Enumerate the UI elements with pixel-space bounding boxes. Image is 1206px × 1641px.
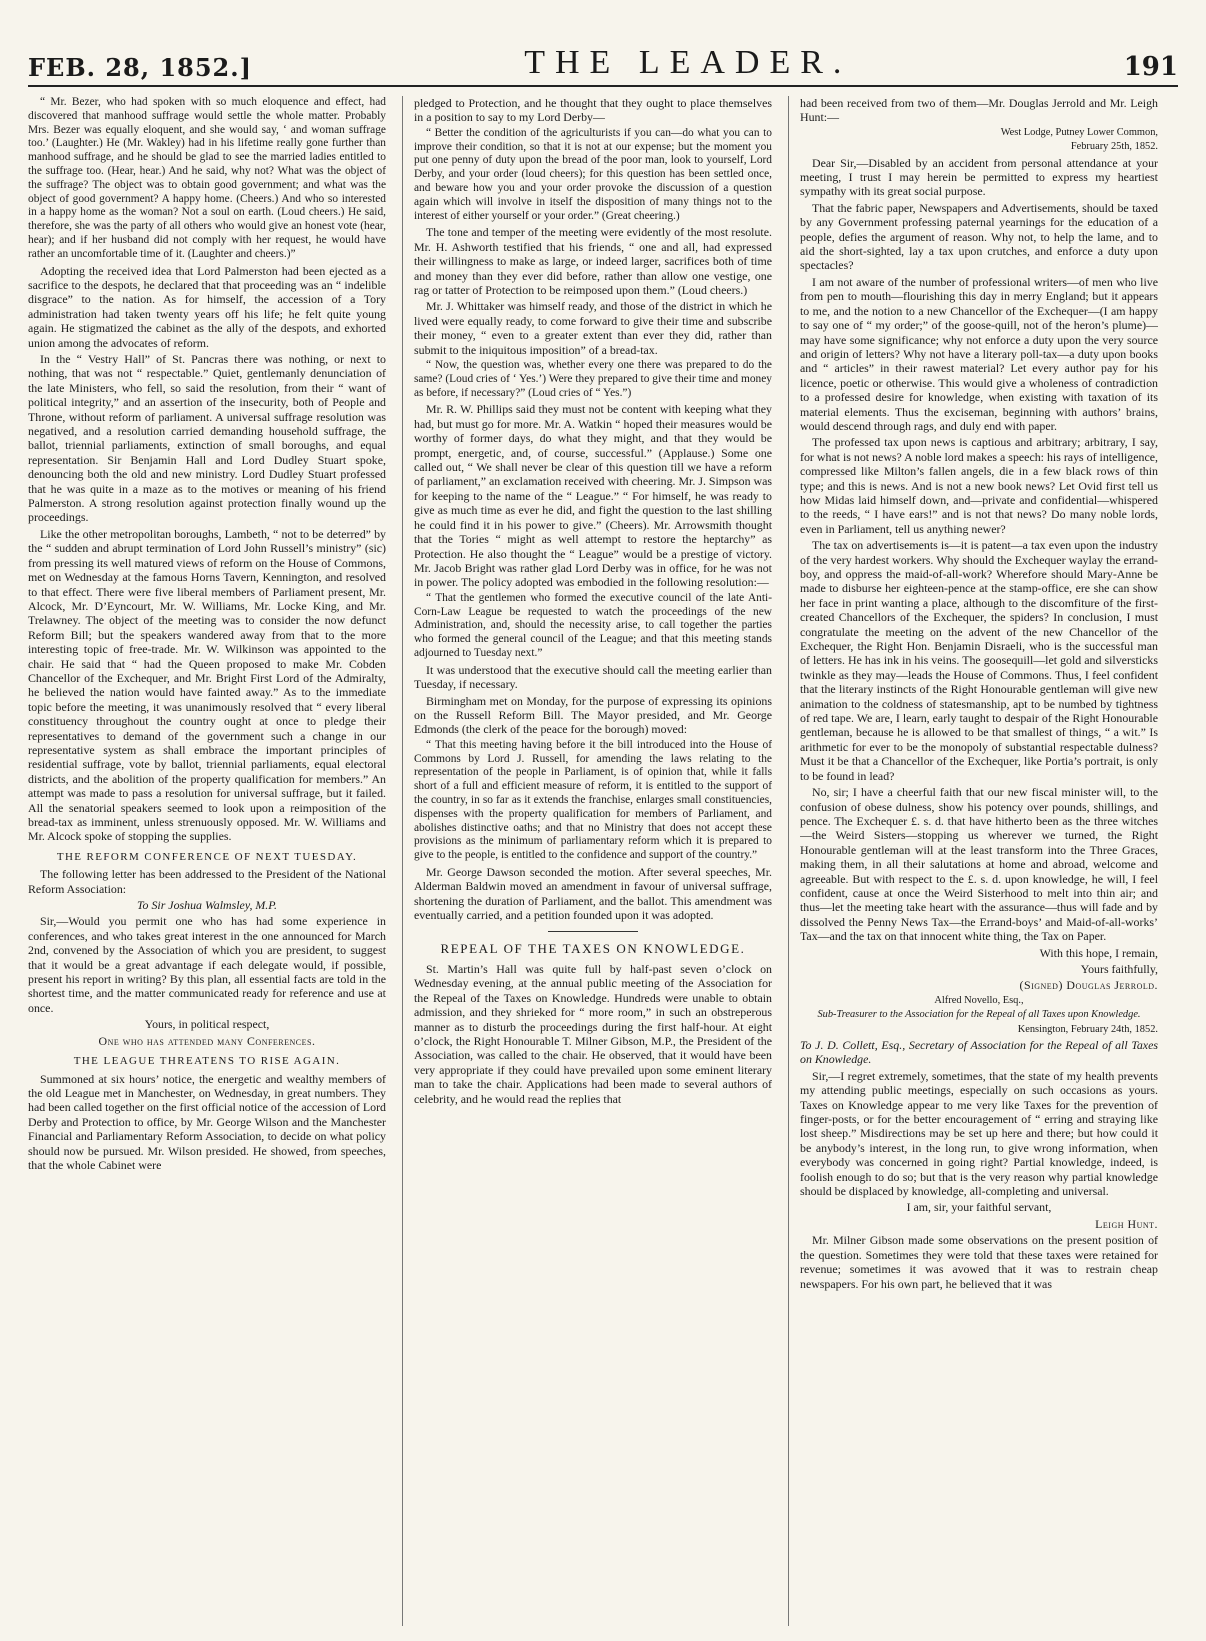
letter-date: Kensington, February 24th, 1852. <box>1017 1023 1158 1035</box>
section-heading: THE REFORM CONFERENCE OF NEXT TUESDAY. <box>56 850 358 863</box>
letter-body: Dear Sir,—Disabled by an accident from personal attendance at your meeting, I trust I may herein be permitted to express my heartiest sympathy with its great social purpose. <box>800 155 1158 199</box>
article-paragraph: Mr. R. W. Phillips said they must not be content with keeping what they had, but must go for more. Mr. A. Watkin “ hoped their measures would be worthy of former days, do what they might, and that they would be prompt, energetic, and, of course, successful.” (Applause.) Some one called out, “ We shall never be clear of this question till we have a reform of parliament,” an exclamation received with cheering. Mr. J. Simpson was for keeping to the name of the “ League.” “ For himself, he was ready to give as much time as ever he did, and fight the question to the last shilling he could find it in his power to give.” (Cheers). Mr. Arrowsmith thought that the Tories “ might as well attempt to restore the heptarchy” as Protection. He also thought the “ League” would be a prestige of victory. Mr. Jacob Bright was rather glad Lord Derby was in office, for he was not in power. The policy adopted was embodied in the following resolution:— <box>414 402 772 590</box>
letter-address: West Lodge, Putney Lower Common, <box>1000 126 1158 138</box>
article-paragraph: Mr. George Dawson seconded the motion. After several speeches, Mr. Alderman Baldwin moved an amendment in favour of universal suffrage, shortening the duration of Parliament, and the ballot. This amendment was eventually carried, and a petition founded upon it was adopted. <box>414 864 772 923</box>
letter-signoff: Yours, in political respect, <box>144 1017 270 1032</box>
letter-signature: Leigh Hunt. <box>1095 1216 1158 1231</box>
article-paragraph: Like the other metropolitan boroughs, Lambeth, “ not to be deterred” by the “ sudden and abrupt termination of Lord John Russell’s ministry” (sic) from pressing its well matured views of reform on the House of Commons, met on Wednesday at the famous Horns Tavern, Kennington, and resolved to that effect. There were five liberal members of Parliament present, Mr. Alcock, Mr. D’Eyncourt, Mr. W. Williams, Mr. Locke King, and Mr. Trelawney. The object of the meeting was to consider the now defunct Reform Bill; but the speakers wandered away from that to the more interesting topic of free-trade. Mr. W. Wilkinson was appointed to the chair. He said that “ had the Queen proposed to make Mr. Cobden Chancellor of the Exchequer, and Mr. Bright First Lord of the Admiralty, he believed the nation would have fainted away.” As to the immediate topic before the meeting, it was unanimously resolved that “ every liberal constituency throughout the country ought at once to pledge their representatives to demand of the government such a change in our representative system as shall embrace the important principles of residential suffrage, vote by ballot, triennial parliaments, equal electoral districts, and the abolition of the property qualification for members.” An attempt was made to pass a resolution for universal suffrage, but it failed. All the senatorial speakers seemed to look upon a reimposition of the bread-tax as imminent, unless strenuously opposed. Mr. W. Williams and Mr. Alcock spoke of stopping the supplies. <box>28 526 386 844</box>
article-paragraph: Adopting the received idea that Lord Palmerston had been ejected as a sacrifice to the despots, he declared that that proceeding was an “ indelible disgrace” to the nation. As for himself, the accession of a Tory administration had taken twenty years off his life; he felt quite young again. He stigmatized the cabinet as the ally of the despots, and exhorted union among the advocates of reform. <box>28 263 386 350</box>
column-2 <box>414 96 772 1626</box>
column-divider <box>788 96 789 1626</box>
page-number: 191 <box>1123 52 1178 82</box>
article-paragraph: It was understood that the executive should call the meeting earlier than Tuesday, if necessary. <box>414 662 772 692</box>
article-paragraph: had been received from two of them—Mr. Douglas Jerrold and Mr. Leigh Hunt:— <box>800 96 1158 125</box>
letter-date: February 25th, 1852. <box>1070 141 1158 153</box>
letter-closing: I am, sir, your faithful servant, <box>906 1200 1052 1215</box>
letter-addressee: To J. D. Collett, Esq., Secretary of Association for the Repeal of all Taxes on Knowledge. <box>800 1038 1158 1067</box>
letter-addressee: To Sir Joshua Walmsley, M.P. <box>137 898 277 913</box>
column-3 <box>800 96 1158 1626</box>
masthead-rule <box>28 85 1178 87</box>
article-paragraph: Mr. Milner Gibson made some observations on the present position of the question. Sometimes they were told that these taxes were retained for revenue; sometimes it was avowed that it was to restrain cheap newspapers. For his own part, he believed that it was <box>800 1233 1158 1291</box>
section-divider <box>548 931 638 932</box>
column-divider <box>402 96 403 1626</box>
letter-body: I am not aware of the number of professional writers—of men who live from pen to mouth—flourishing this day in merry England; but it appears to me, and the notion to a new Chancellor of the Exchequer—(I am happy to say one of “ my order;” of the goose-quill, not of the heron’s plume)—may have some significance; why not enforce a duty upon the very source and origin of letters? Why not have a literary poll-tax—a duty upon books and “ articles” in their rawest material? Let every author pay for his licence, poetic or otherwise. This would give a wholeness of contradiction to a professed desire for knowledge, when existing with taxation of its material elements. Thus the exciseman, beginning with authors’ brains, would descend through rags, and duly end with paper. <box>800 274 1158 433</box>
letter-body: That the fabric paper, Newspapers and Advertisements, should be taxed by any Government professing paternal yearnings for the education of a people, defies the argument of reason. Why not, to help the lame, and to aid the short-sighted, lay a tax upon crutches, and enforce a duty upon spectacles? <box>800 200 1158 273</box>
article-paragraph: The tone and temper of the meeting were evidently of the most resolute. Mr. H. Ashworth testified that his friends, “ one and all, had expressed their willingness to make as large, or indeed larger, sacrifices both of time and money than they ever did before, rather than allow one vestige, one rag or tatter of Protection to be reimposed upon them.” (Loud cheers.) <box>414 225 772 298</box>
quoted-speech: “ Better the condition of the agriculturists if you can—do what you can to improve their condition, so that it is not at our expense; but the moment you put one penny of duty upon the bread of the poor man, look to yourself, Lord Derby, and your order (loud cheers); for this question has been settled once, and beware how you and your order provoke the discussion of a question again which will involve in itself the disposition of many things not to the interest of either yourself or your order.” (Great cheering.) <box>414 126 772 222</box>
letter-addressee: Sub-Treasurer to the Association for the Repeal of all Taxes upon Knowledge. <box>817 1009 1141 1021</box>
article-paragraph: Mr. J. Whittaker was himself ready, and those of the district in which he lived were equally ready, to come forward to give their time and subscribe their money, “ even to a greater extent than ever they did, rather than submit to the iniquitous imposition” of a bread-tax. <box>414 299 772 357</box>
article-paragraph: pledged to Protection, and he thought that they ought to place themselves in a position to say to my Lord Derby— <box>414 96 772 125</box>
letter-body: The tax on advertisements is—it is patent—a tax even upon the industry of the very hardest workers. Why should the Exchequer waylay the errand-boy, and oppress the maid-of-all-work? Wherefore should Mary-Anne be made to disburse her eighteen-pence at the stamp-office, ere she can show her face in print wanting a place, although to the discomfiture of the first-created Chancellors of the Exchequer, the spiders? In conclusion, I must congratulate the meeting on the advent of the new Chancellor of the Exchequer, the Right Hon. Benjamin Disraeli, who is the successful man of letters. He has ink in his veins. The goosequill—let gold and silversticks twinkle as they may—leads the House of Commons. Thus, I feel confident that the literary instincts of the Right Honourable gentleman will give new animation to the coldness of statesmanship, apt to be numbed by tightness of red tape. We are, I learn, early taught to despair of the Right Honourable gentleman, because he is allowed to be that smallest of things, “ a wit.” Is arithmetic for ever to be the monopoly of substantial respectable dulness? Must it be that a Chancellor of the Exchequer, like Portia’s portrait, is only to be found in lead? <box>800 538 1158 783</box>
letter-closing: With this hope, I remain, <box>1039 945 1158 960</box>
resolution-text: “ That the gentlemen who formed the executive council of the late Anti-Corn-Law League be requested to watch the proceedings of the new Administration, and, should the necessity arise, to call together the parties who formed the general council of the League; and that this meeting stands adjourned to Tuesday next.” <box>414 591 772 659</box>
quoted-speech: “ Now, the question was, whether every one there was prepared to do the same? (Loud cries of ‘ Yes.’) Were they prepared to give their time and money as before, if necessary?” (Loud cries of “ Yes.”) <box>414 359 772 399</box>
resolution-text: “ That this meeting having before it the bill introduced into the House of Commons by Lord J. Russell, for amending the laws relating to the representation of the people in Parliament, is of opinion that, while it falls short of a full and efficient measure of reform, it is entitled to the support of the country, in so far as it extends the franchise, enlarges small constituencies, dispenses with the property qualification for members of Parliament, and abolishes distinctive oaths; and that no Ministry that does not accept these provisions as the minimum of parliamentary reform which it is prepared to give to the people, is entitled to the confidence and support of the country.” <box>414 738 772 862</box>
masthead <box>28 34 1178 82</box>
article-paragraph: Summoned at six hours’ notice, the energetic and wealthy members of the old League met in Manchester, on Wednesday, in great numbers. They had been called together on the first official notice of the accession of Lord Derby and Protection to office, by Mr. George Wilson and the Manchester Financial and Parliamentary Reform Association, to decide on what policy should now be pursued. Mr. Wilson presided. He showed, from speeches, that the whole Cabinet were <box>28 1071 386 1172</box>
letter-body: Sir,—I regret extremely, sometimes, that the state of my health prevents my attending public meetings, especially on such occasions as yours. Taxes on Knowledge appear to me very like Taxes for the prevention of finger-posts, or for the better encouragement of “ erring and straying like lost sheep.” Misdirections may be set up here and there; but how could it be anybody’s interest, in the long run, to give wrong information, when everybody was concerned in going right? Partial knowledge, indeed, is foolish enough to do so; but that is the very reason why partial knowledge should be displaced by knowledge, all-completing and universal. <box>800 1068 1158 1199</box>
letter-signature: One who has attended many Conferences. <box>98 1033 316 1048</box>
article-paragraph: Birmingham met on Monday, for the purpose of expressing its opinions on the Russell Reform Bill. The Mayor presided, and Mr. George Edmonds (the clerk of the peace for the borough) moved: <box>414 693 772 737</box>
article-paragraph: “ Mr. Bezer, who had spoken with so much eloquence and effect, had discovered that manhood suffrage would settle the whole matter. Probably Mrs. Bezer was equally eloquent, and she would say, ‘ and woman suffrage too.’ (Laughter.) He (Mr. Wakley) had in his lifetime really gone further than manhood suffrage, and he should be glad to see the married ladies entitled to the suffrage too. (Hear, hear.) And he said, why not? What was the object of the suffrage? The object was to obtain good government; and what was the object of good government? A happy home. (Cheers.) And who so interested in a happy home as the woman? Not a soul on earth. (Loud cheers.) He said, therefore, she was the party of all others who would give an honest vote (hear, hear); and if her husband did not comply with her request, he would have rather an uncomfortable time of it. (Laughter and cheers.)” <box>28 96 386 260</box>
article-paragraph: The following letter has been addressed to the President of the National Reform Association: <box>28 867 386 896</box>
issue-date: FEB. 28, 1852.] <box>28 53 252 82</box>
column-1 <box>28 96 386 1626</box>
newspaper-title: THE LEADER. <box>524 44 852 81</box>
letter-body: The professed tax upon news is captious and arbitrary; arbitrary, I say, for what is not news? A noble lord makes a speech: his rays of intelligence, compressed like Milton’s fallen angels, die in a few black rows of thin type; and this is news. And is not a new book news? Let Ovid first tell us how Midas laid himself down, and—private and confidential—whispered to the reeds, “ I have ears!” and is not that news? Do many noble lords, even in Parliament, tell us anything newer? <box>800 435 1158 536</box>
letter-closing: Yours faithfully, <box>1080 961 1158 976</box>
letter-addressee: Alfred Novello, Esq., <box>934 994 1024 1006</box>
letter-body: Sir,—Would you permit one who has had some experience in conferences, and who takes great interest in the one announced for March 2nd, convened by the Association of which you are president, to suggest that it would be a great advantage if each delegate would, if possible, present his report in writing? By this plan, all essential facts are told in the shortest time, and the matter communicated ready for reference and use at once. <box>28 914 386 1015</box>
article-paragraph: In the “ Vestry Hall” of St. Pancras there was nothing, or next to nothing, that was not “ respectable.” Quiet, gentlemanly denunciation of the late Ministers, who fell, so said the resolution, from their “ want of political integrity,” and an assertion of the insecurity, both of People and Throne, without reform of parliament. A universal suffrage resolution was negatived, and a resolution carried demanding household suffrage, the ballot, triennial parliaments, extinction of small boroughs, and equal representation. Sir Benjamin Hall and Lord Dudley Stuart spoke, denouncing both the old and new ministry. Lord Dudley Stuart professed that he was quite in a maze as to the motives or meaning of his friend Palmerston. A strong resolution against protection finally wound up the proceedings. <box>28 352 386 525</box>
letter-body: No, sir; I have a cheerful faith that our new fiscal minister will, to the confusion of obese dulness, show his potency over pounds, shillings, and pence. The Exchequer £. s. d. that have hitherto been as the three witches—the Weird Sisters—stopping us wherever we turned, the Right Honourable gentleman will at the least transform into the Three Graces, making them, in all their salutations at home and abroad, welcome and agreeable. But with respect to the £. s. d. upon knowledge, he will, I feel confident, cause at once the Weird Sisterhood to melt into thin air; and thus—let the meeting take heart with the assurance—thus will fade and by dissolved the Penny News Tax—the Errand-boys’ and Maid-of-all-works’ Tax—and the tax on that innocent white thing, the Tax on Paper. <box>800 785 1158 944</box>
section-heading: THE LEAGUE THREATENS TO RISE AGAIN. <box>73 1055 341 1068</box>
letter-signature: (Signed) Douglas Jerrold. <box>1019 978 1158 993</box>
section-heading: REPEAL OF THE TAXES ON KNOWLEDGE. <box>440 940 746 956</box>
article-paragraph: St. Martin’s Hall was quite full by half-past seven o’clock on Wednesday evening, at the annual public meeting of the Association for the Repeal of the Taxes on Knowledge. Hundreds were unable to obtain admission, and they shrieked for “ more room,” in such an obstreperous manner as to disturb the proceedings during the first half-hour. At eight o’clock, the Right Honourable T. Milner Gibson, M.P., the President of the Association, was called to the chair. He observed, that it would have been very appropriate if they could have prevailed upon some eminent literary man to take the chair. Applications had been made to several authors of celebrity, and he would read the replies that <box>414 961 772 1106</box>
